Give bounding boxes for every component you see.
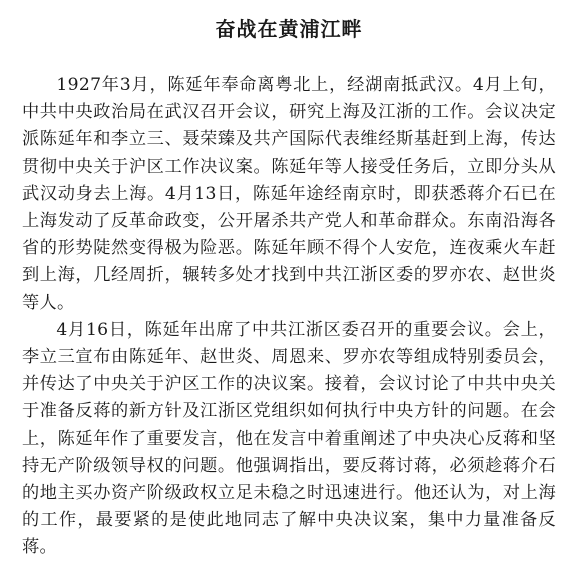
- document-title: 奋战在黄浦江畔: [215, 17, 363, 41]
- paragraph-2: 4月16日，陈延年出席了中共江浙区委召开的重要会议。会上，李立三宣布由陈延年、赵世炎、周恩来、罗亦农等组成特别委员会，并传达了中央关于沪区工作的决议案。接着，会议讨论了中共中央关于准备反蒋的新方针及江浙区党组织如何执行中央方针的问题。在会上，陈延年作了重要发言，他在发言中着重阐述了中央决心反蒋和坚持无产阶级领导权的问题。他强调指出，要反蒋讨蒋，必须趁蒋介石的地主买办资产阶级政权立足未稳之时迅速进行。他还认为，对上海的工作，最要紧的是使此地同志了解中央决议案，集中力量准备反蒋。: [22, 319, 556, 558]
- paragraph-1: 1927年3月，陈延年奉命离粤北上，经湖南抵武汉。4月上旬，中共中央政治局在武汉召开会议，研究上海及江浙的工作。会议决定派陈延年和李立三、聂荣臻及共产国际代表维经斯基赶到上海，传达贯彻中央关于沪区工作决议案。陈延年等人接受任务后，立即分头从武汉动身去上海。4月13日，陈延年途经南京时，即获悉蒋介石已在上海发动了反革命政变，公开屠杀共产党人和革命群众。东南沿海各省的形势陡然变得极为险恶。陈延年顾不得个人安危，连夜乘火车赶到上海，几经周折，辗转多处才找到中共江浙区委的罗亦农、赵世炎等人。: [22, 75, 556, 313]
